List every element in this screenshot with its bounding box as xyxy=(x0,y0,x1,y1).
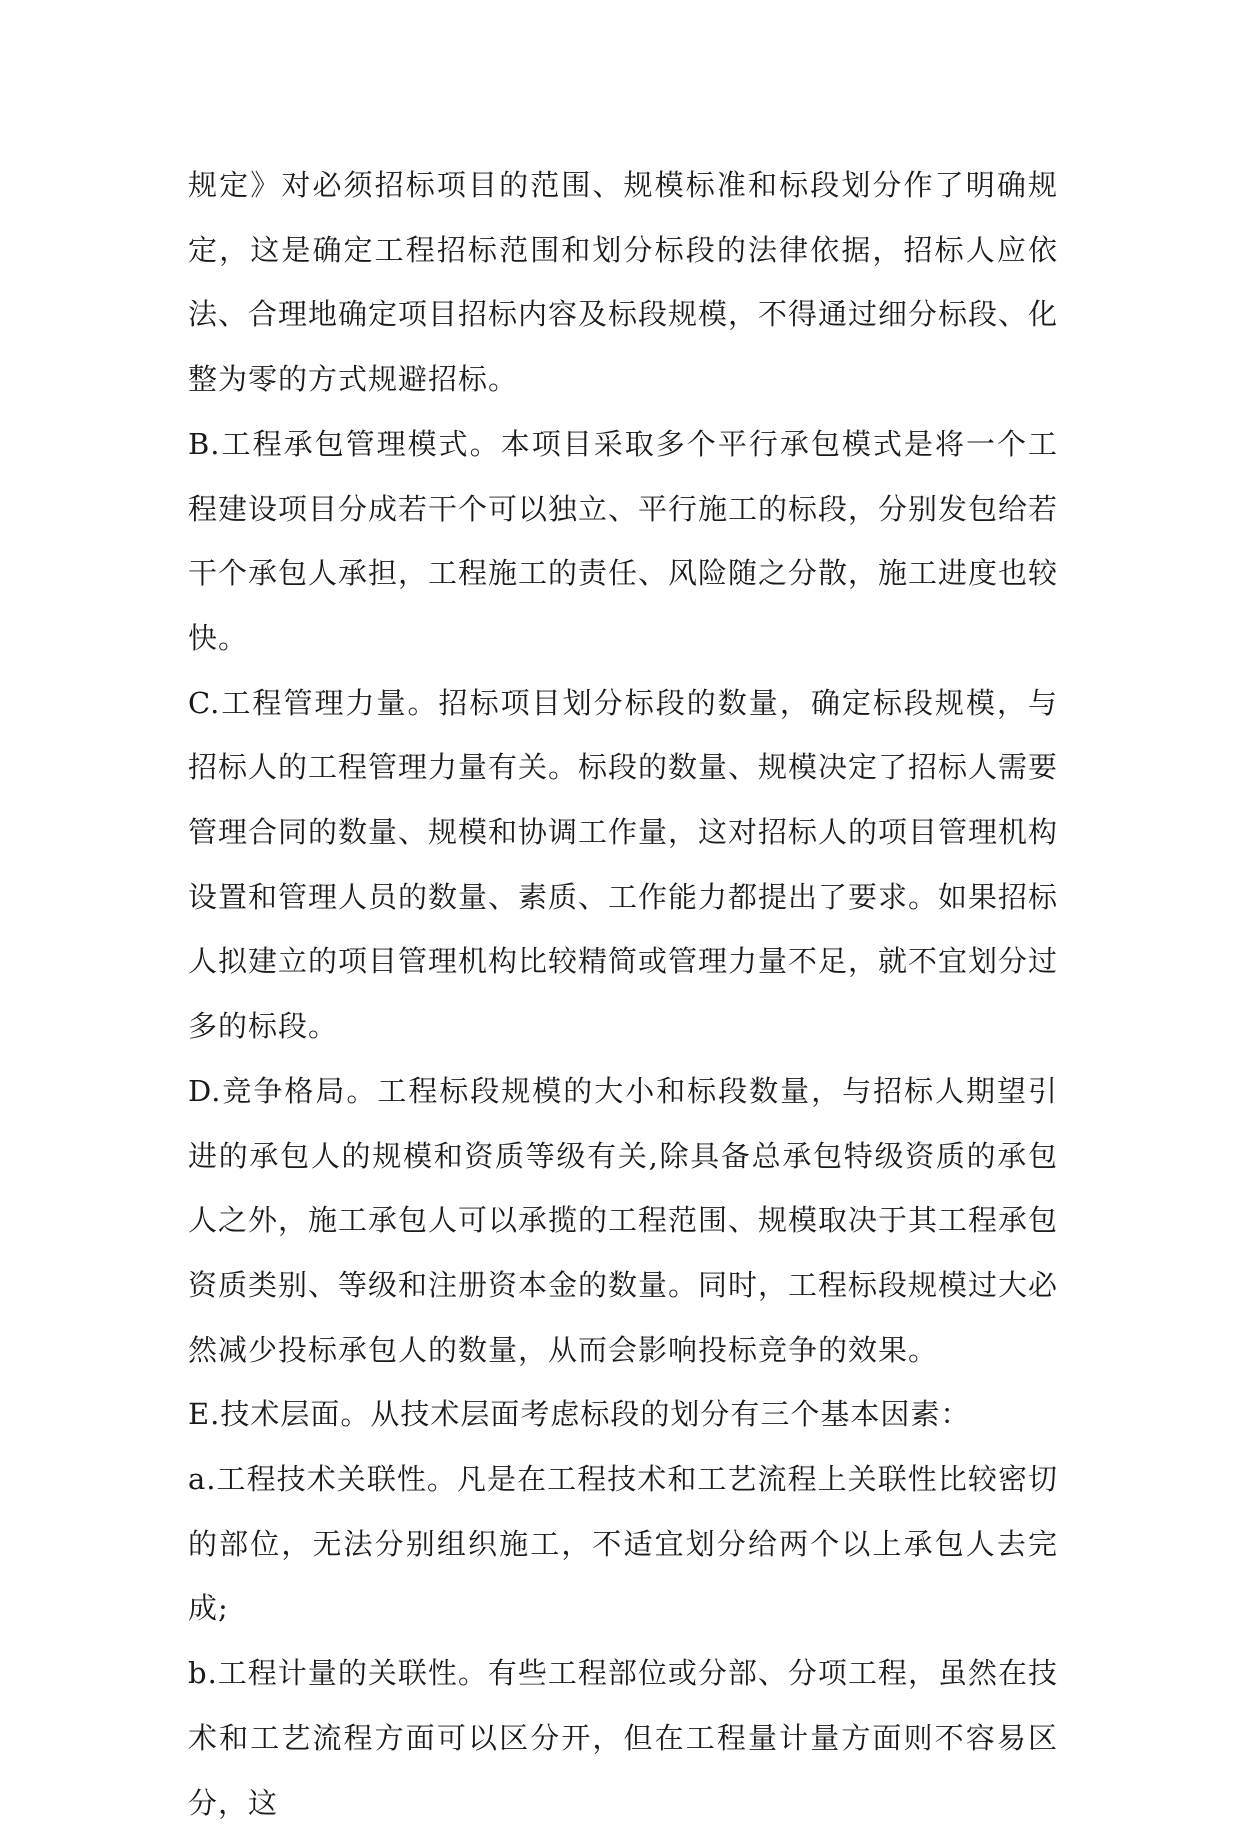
paragraph-c-management-capacity: C.工程管理力量。招标项目划分标段的数量，确定标段规模，与招标人的工程管理力量有关。标段的数量、规模决定了招标人需要管理合同的数量、规模和协调工作量，这对招标人的项目管理机构设置和管理人员的数量、素质、工作能力都提出了要求。如果招标人拟建立的项目管理机构比较精简或管理力量不足，就不宜划分过多的标段。 xyxy=(188,685,1059,1044)
paragraph-intro-continued: 规定》对必须招标项目的范围、规模标准和标段划分作了明确规定，这是确定工程招标范围和划分标段的法律依据，招标人应依法、合理地确定项目招标内容及标段规模，不得通过细分标段、化整为零的方式规避招标。 xyxy=(188,168,1059,397)
document-body xyxy=(188,153,1058,1835)
paragraph-b-measurement-relevance: b.工程计量的关联性。有些工程部位或分部、分项工程，虽然在技术和工艺流程方面可以区分开，但在工程量计量方面则不容易区分，这 xyxy=(188,1656,1058,1820)
paragraph-b-contracting-mode: B.工程承包管理模式。本项目采取多个平行承包模式是将一个工程建设项目分成若干个可以独立、平行施工的标段，分别发包给若干个承包人承担，工程施工的责任、风险随之分散，施工进度也较快。 xyxy=(188,426,1059,655)
paragraph-a-technical-relevance: a.工程技术关联性。凡是在工程技术和工艺流程上关联性比较密切的部位，无法分别组织施工，不适宜划分给两个以上承包人去完成; xyxy=(188,1462,1058,1626)
paragraph-e-technical-level: E.技术层面。从技术层面考虑标段的划分有三个基本因素： xyxy=(188,1397,971,1432)
paragraph-d-competition: D.竞争格局。工程标段规模的大小和标段数量，与招标人期望引进的承包人的规模和资质等级有关,除具备总承包特级资质的承包人之外，施工承包人可以承揽的工程范围、规模取决于其工程承包资质类别、等级和注册资本金的数量。同时，工程标段规模过大必然减少投标承包人的数量，从而会影响投标竞争的效果。 xyxy=(188,1073,1059,1367)
